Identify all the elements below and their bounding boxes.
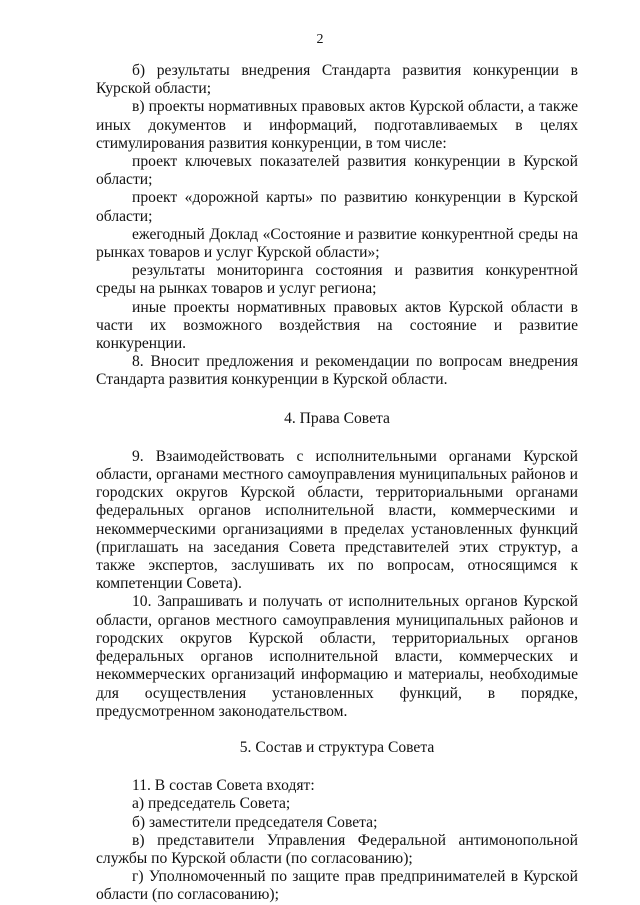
paragraph-8: 8. Вносит предложения и рекомендации по вопросам внедрения Стандарта развития конкуренции в Курской области. <box>96 353 578 389</box>
section-4-heading: 4. Права Совета <box>284 409 390 427</box>
page-number: 2 <box>316 32 324 47</box>
paragraph-9: 9. Взаимодействовать с исполнительными органами Курской области, органами местного самоуправления муниципальных районов и городских округов Курской области, территориальными органами федеральных органов исполнительной власти, коммерческими и некоммерческими организациями в пределах установленных функций (приглашать на заседания Совета представителей этих структур, а также экспертов, заслушивать их по вопросам, относящимся к компетенции Совета). <box>96 447 578 593</box>
paragraph-11a: а) председатель Совета; <box>132 795 291 813</box>
paragraph-7c-item-5: иные проекты нормативных правовых актов Курской области в части их возможного воздействия на состояние и развитие конкуренции. <box>96 298 578 353</box>
paragraph-7c-item-4: результаты мониторинга состояния и развития конкурентной среды на рынках товаров и услуг региона; <box>96 262 578 298</box>
paragraph-11c: в) представители Управления Федеральной антимонопольной службы по Курской области (по согласованию); <box>96 831 578 867</box>
paragraph-7b: б) результаты внедрения Стандарта развития конкуренции в Курской области; <box>96 62 578 98</box>
section-5-heading: 5. Состав и структура Совета <box>239 738 435 756</box>
paragraph-11: 11. В состав Совета входят: <box>132 777 315 795</box>
paragraph-11d: г) Уполномоченный по защите прав предпринимателей в Курской области (по согласованию); <box>96 868 578 904</box>
paragraph-7c: в) проекты нормативных правовых актов Курской области, а также иных документов и информаций, подготавливаемых в целях стимулирования развития конкуренции, в том числе: <box>96 98 578 152</box>
paragraph-7c-item-1: проект ключевых показателей развития конкуренции в Курской области; <box>96 153 578 189</box>
paragraph-11b: б) заместители председателя Совета; <box>132 813 378 831</box>
paragraph-7c-item-2: проект «дорожной карты» по развитию конкуренции в Курской области; <box>96 189 578 225</box>
paragraph-7c-item-3: ежегодный Доклад «Состояние и развитие конкурентной среды на рынках товаров и услуг Курской области»; <box>96 225 578 262</box>
paragraph-10: 10. Запрашивать и получать от исполнительных органов Курской области, органов местного самоуправления муниципальных районов и городских округов Курской области, территориальных органов федеральных органов исполнительной власти, коммерческих и некоммерческих организаций информацию и материалы, необходимые для осуществления установленных функций, в порядке, предусмотренном законодательством. <box>96 593 578 720</box>
document-body <box>96 62 578 905</box>
